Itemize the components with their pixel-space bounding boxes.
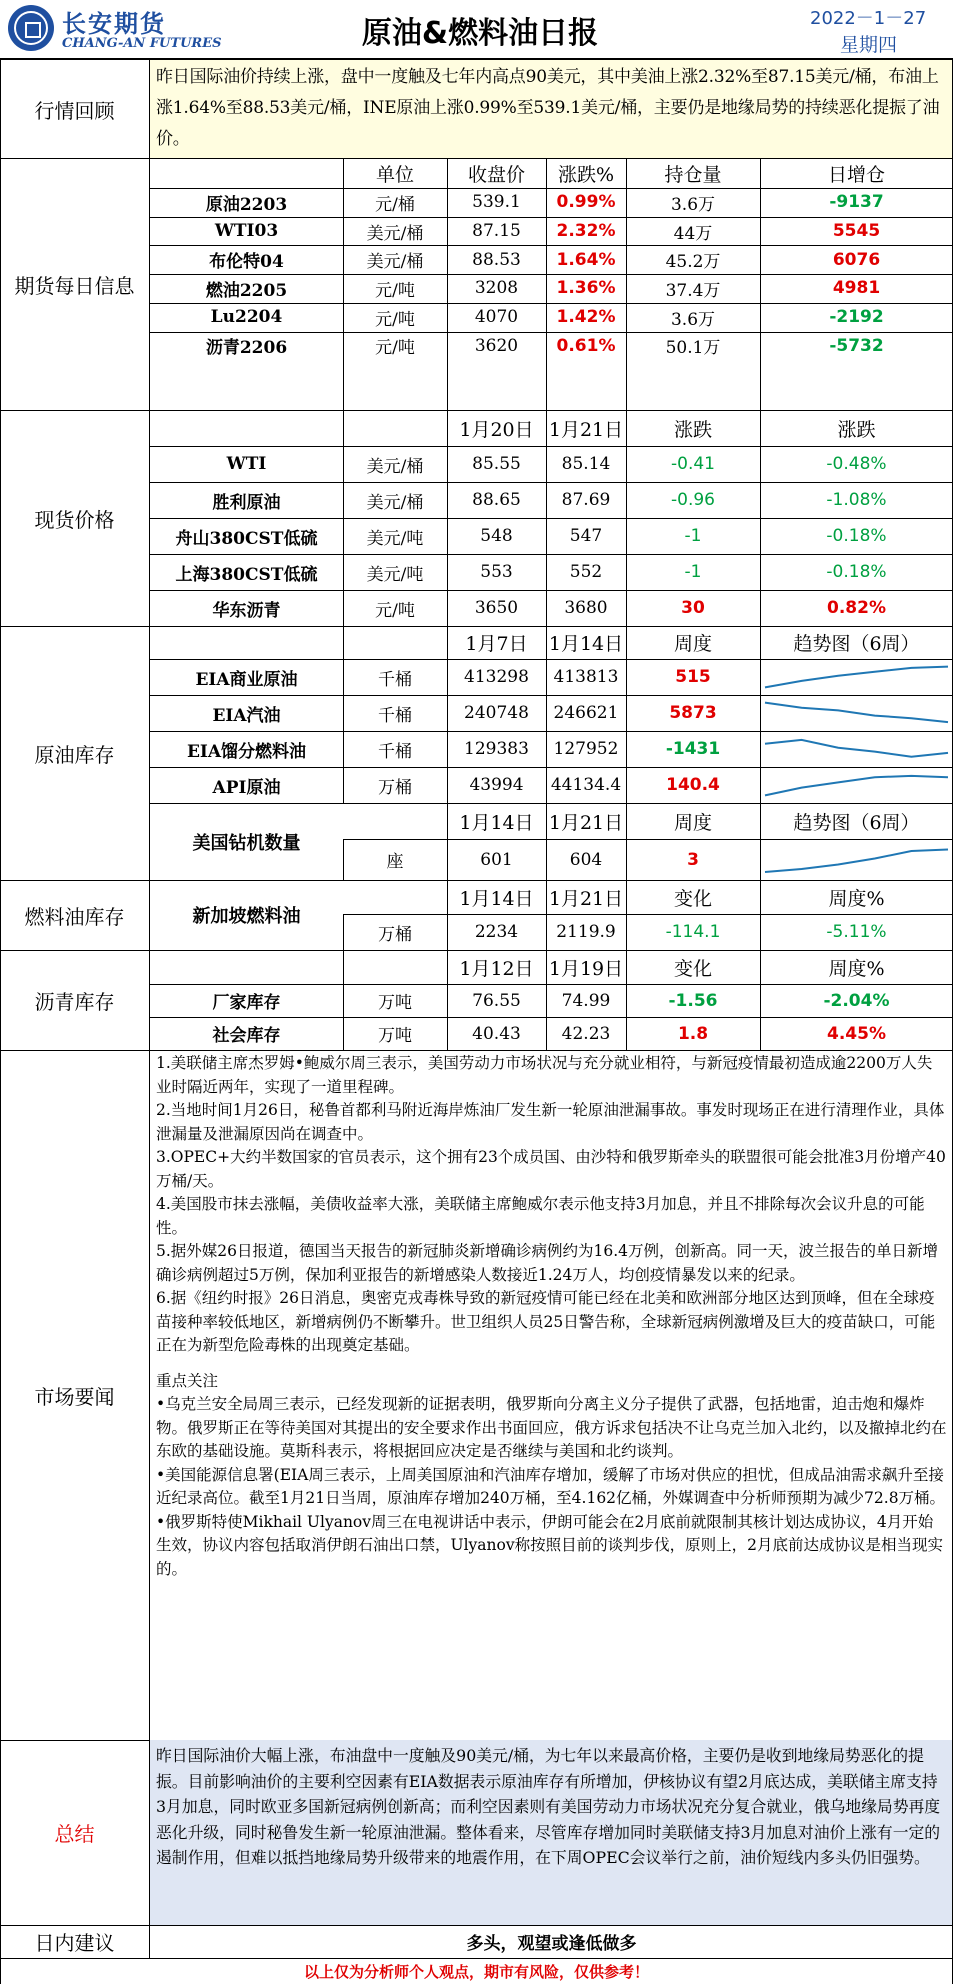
rig-name: 美国钻机数量 <box>192 832 301 854</box>
col-divider <box>343 950 344 1050</box>
trend-line <box>765 740 948 757</box>
spot-d2: 552 <box>569 562 603 582</box>
spot-change: -0.96 <box>671 490 715 510</box>
crude-change: 140.4 <box>666 775 720 795</box>
futures-change: 1.36% <box>556 278 616 299</box>
spot-name: 华东沥青 <box>212 600 281 621</box>
crude-trend-sparkline <box>763 734 950 764</box>
futures-change: 2.32% <box>556 221 616 242</box>
spot-d1: 553 <box>480 562 513 582</box>
futures-oi: 50.1万 <box>665 338 721 359</box>
fuel-header: 周度% <box>828 887 885 910</box>
crude-d2: 44134.4 <box>550 775 622 795</box>
review-text: 昨日国际油价持续上涨，盘中一度触及七年内高点90美元，其中美油上涨2.32%至87.15美元/桶，布油上涨1.64%至88.53美元/桶，INE原油上涨0.99%至539.1美元/桶，主要仍是地缘局势的持续恶化提振了油价。 <box>156 67 940 149</box>
asphalt-d1: 76.55 <box>472 990 521 1011</box>
crude-change: 515 <box>675 667 711 687</box>
futures-header: 收盘价 <box>467 163 525 186</box>
news-item: 4.美国股市抹去涨幅，美债收益率大涨，美联储主席鲍威尔表示他支持3月加息，并且不排除每次会议升息的可能性。 <box>156 1195 925 1237</box>
col-divider <box>760 158 761 410</box>
rig-header: 趋势图（6周） <box>793 811 920 834</box>
spot-name: WTI <box>226 454 267 474</box>
col-divider <box>447 158 448 410</box>
spot-unit: 美元/桶 <box>366 456 424 477</box>
fuel-header: 1月21日 <box>548 887 624 910</box>
spot-change: -0.41 <box>671 454 715 474</box>
news-item: 6.据《纽约时报》26日消息，奥密克戎毒株导致的新冠疫情可能已经在北美和欧洲部分地区达到顶峰，但在全球疫苗接种率较低地区，新增病例仍不断攀升。世卫组织人员25日警告称，全球新冠病例激增及巨大的疫苗缺口，可能正在为新型危险毒株的出现奠定基础。 <box>156 1289 936 1354</box>
rig-unit: 座 <box>386 852 404 872</box>
futures-header: 涨跌% <box>557 163 615 186</box>
spot-pct: -0.18% <box>826 562 887 582</box>
review-label: 行情回顾 <box>0 60 150 158</box>
futures-close: 4070 <box>474 307 519 328</box>
spot-unit: 美元/吨 <box>366 564 424 585</box>
futures-unit: 元/吨 <box>375 338 415 359</box>
col-divider <box>626 158 627 410</box>
futures-change: 1.42% <box>556 307 616 328</box>
futures-doi: -2192 <box>829 307 884 328</box>
futures-name: Lu2204 <box>210 307 283 328</box>
company-logo-icon <box>8 5 54 51</box>
report-weekday: 星期四 <box>840 34 898 56</box>
focus-item: •乌克兰安全局周三表示，已经发现新的证据表明，俄罗斯向分离主义分子提供了武器，包括地雷，迫击炮和爆炸物。俄罗斯正在等待美国对其提出的安全要求作出书面回应，俄方诉求包括决不让乌克兰加入北约，以及撤掉北约在东欧的基础设施。莫斯科表示，将根据回应决定是否继续与美国和北约谈判。 <box>156 1395 947 1460</box>
spot-unit: 元/吨 <box>375 600 415 621</box>
futures-doi: 5545 <box>832 221 881 242</box>
futures-close: 539.1 <box>472 192 521 213</box>
spot-pct: -0.18% <box>826 526 887 546</box>
spot-d2: 547 <box>569 526 603 546</box>
asphalt-inv-label: 沥青库存 <box>0 950 150 1050</box>
crude-d1: 240748 <box>464 703 529 723</box>
news-item: 1.美联储主席杰罗姆•鲍威尔周三表示，美国劳动力市场状况与充分就业相符，与新冠疫情最初造成逾2200万人失业时隔近两年，实现了一道里程碑。 <box>156 1054 933 1096</box>
asphalt-d2: 42.23 <box>561 1023 611 1044</box>
advice-label: 日内建议 <box>0 1925 150 1958</box>
asphalt-header: 1月19日 <box>548 957 624 980</box>
futures-doi: -9137 <box>829 192 884 213</box>
asphalt-d2: 74.99 <box>561 990 611 1011</box>
crude-d2: 246621 <box>553 703 619 723</box>
futures-unit: 美元/桶 <box>366 223 424 244</box>
spot-d1: 88.65 <box>472 490 521 510</box>
crude-unit: 千桶 <box>378 669 412 690</box>
col-divider <box>447 410 448 626</box>
col-divider <box>760 950 761 1050</box>
col-divider <box>343 914 344 950</box>
futures-unit: 元/桶 <box>375 194 415 215</box>
news-body <box>150 1052 953 1581</box>
company-name-en: CHANG-AN FUTURES <box>62 36 222 51</box>
col-divider <box>447 626 448 880</box>
crude-trend-sparkline <box>763 770 950 800</box>
crude-header: 周度 <box>673 633 712 655</box>
col-divider <box>546 410 547 626</box>
futures-doi: -5732 <box>829 335 884 356</box>
crude-name: API原油 <box>212 777 281 798</box>
col-divider <box>626 410 627 626</box>
futures-name: 布伦特04 <box>209 252 284 273</box>
crude-header: 趋势图（6周） <box>793 633 920 655</box>
asphalt-pct: 4.45% <box>827 1023 886 1044</box>
report-header <box>0 0 953 60</box>
col-divider <box>546 158 547 410</box>
spot-change: -1 <box>684 526 702 546</box>
futures-unit: 美元/桶 <box>366 252 424 273</box>
crude-change: 5873 <box>669 703 717 723</box>
rig-header: 周度 <box>673 811 712 834</box>
focus-item: •俄罗斯特使Mikhail Ulyanov周三在电视讲话中表示，伊朗可能会在2月底前就限制其核计划达成协议，4月开始生效，协议内容包括取消伊朗石油出口禁，Ulyanov称按照目前的谈判步伐，原则上，2月底前达成协议是相当现实的。 <box>156 1512 943 1578</box>
asphalt-name: 厂家库存 <box>212 993 281 1013</box>
futures-header: 单位 <box>375 163 414 186</box>
futures-name: 原油2203 <box>205 194 288 215</box>
advice-text: 多头，观望或逢低做多 <box>466 1934 637 1954</box>
fuel-d1: 2234 <box>474 922 519 942</box>
focus-item: •美国能源信息署(EIA周三表示，上周美国原油和汽油库存增加，缓解了市场对供应的担忧，但成品油需求飙升至接近纪录高位。截至1月21日当周，原油库存增加240万桶，至4.162亿桶，外媒调查中分析师预期为减少72.8万桶。 <box>156 1465 946 1507</box>
crude-header: 1月14日 <box>548 633 624 655</box>
col-divider <box>626 880 627 950</box>
asphalt-header: 周度% <box>828 957 885 980</box>
fuel-inv-label: 燃料油库存 <box>0 880 150 950</box>
fuel-header: 1月14日 <box>459 887 534 910</box>
asphalt-d1: 40.43 <box>472 1023 521 1044</box>
col-divider <box>760 626 761 880</box>
spot-d1: 548 <box>480 526 513 546</box>
crude-d1: 129383 <box>464 739 529 759</box>
futures-name: 沥青2206 <box>205 338 288 359</box>
futures-doi: 6076 <box>832 249 881 270</box>
asphalt-change: -1.56 <box>668 990 718 1011</box>
futures-oi: 37.4万 <box>665 280 721 301</box>
spot-unit: 美元/桶 <box>366 492 424 513</box>
spot-header: 1月21日 <box>548 418 624 441</box>
spot-pct: -1.08% <box>826 490 887 510</box>
asphalt-header: 变化 <box>673 957 712 980</box>
summary-text: 昨日国际油价大幅上涨，布油盘中一度触及90美元/桶，为七年以来最高价格，主要仍是收到地缘局势恶化的提振。目前影响油价的主要利空因素有EIA数据表示原油库存有所增加，伊核协议有望2月底达成，美联储主席支持3月加息，同时欧亚多国新冠病例创新高；而利空因素则有美国劳动力市场状况充分复合就业，俄乌地缘局势再度恶化升级，同时秘鲁发生新一轮原油泄漏。整体看来，尽管库存增加同时美联储支持3月加息对油价上涨有一定的遏制作用，但难以抵挡地缘局势升级带来的地震作用，在下周OPEC会议举行之前，油价短线内多头仍旧强势。 <box>156 1746 941 1867</box>
col-divider <box>626 950 627 1050</box>
crude-unit: 万桶 <box>378 777 412 798</box>
futures-close: 3208 <box>474 278 519 299</box>
news-item: 3.OPEC+大约半数国家的官员表示，这个拥有23个成员国、由沙特和俄罗斯牵头的联盟很可能会批准3月份增产40万桶/天。 <box>156 1148 946 1190</box>
spot-header: 涨跌 <box>673 418 712 441</box>
asphalt-pct: -2.04% <box>823 990 890 1011</box>
asphalt-unit: 万吨 <box>378 1026 412 1046</box>
crude-inv-label: 原油库存 <box>0 626 150 880</box>
futures-name: 燃油2205 <box>205 280 288 301</box>
spot-header: 涨跌 <box>837 418 876 441</box>
col-divider <box>546 880 547 950</box>
col-divider <box>546 626 547 880</box>
asphalt-unit: 万吨 <box>378 993 412 1013</box>
futures-header: 持仓量 <box>664 163 722 186</box>
spot-pct: -0.48% <box>826 454 887 474</box>
spot-change: -1 <box>684 562 702 582</box>
futures-oi: 44万 <box>673 223 713 244</box>
col-divider <box>447 950 448 1050</box>
news-item: 2.当地时间1月26日，秘鲁首都利马附近海岸炼油厂发生新一轮原油泄漏事故。事发时现场正在进行清理作业，具体泄漏量及泄漏原因尚在调查中。 <box>156 1101 945 1143</box>
futures-oi: 45.2万 <box>665 252 721 273</box>
crude-name: EIA汽油 <box>212 705 281 726</box>
trend-line <box>765 850 948 873</box>
focus-title: 重点关注 <box>156 1371 219 1390</box>
spot-change: 30 <box>681 598 705 618</box>
spot-d1: 3650 <box>474 598 519 618</box>
spot-d2: 85.14 <box>561 454 611 474</box>
crude-d2: 127952 <box>553 739 619 759</box>
fuel-d2: 2119.9 <box>556 922 616 942</box>
disclaimer: 以上仅为分析师个人观点，期市有风险，仅供参考！ <box>303 1962 649 1981</box>
rig-change: 3 <box>687 849 699 870</box>
trend-line <box>765 703 948 723</box>
crude-d1: 413298 <box>464 667 529 687</box>
fuel-name: 新加坡燃料油 <box>192 906 301 927</box>
crude-trend-sparkline <box>763 698 950 728</box>
crude-d1: 43994 <box>469 775 524 795</box>
company-name: 长安期货 <box>62 10 166 38</box>
crude-name: EIA馏分燃料油 <box>186 741 307 762</box>
crude-unit: 千桶 <box>378 705 412 726</box>
futures-name: WTI03 <box>214 221 279 242</box>
fuel-pct: -5.11% <box>826 922 887 942</box>
futures-change: 0.61% <box>556 335 616 356</box>
report-date: 2022－1－27 <box>810 8 927 29</box>
rig-header: 1月21日 <box>548 811 624 834</box>
fuel-unit: 万桶 <box>378 924 412 945</box>
news-label: 市场要闻 <box>0 1050 150 1740</box>
futures-change: 1.64% <box>556 249 616 270</box>
rig-header: 1月14日 <box>459 811 534 834</box>
futures-oi: 3.6万 <box>670 309 716 330</box>
spot-pct: 0.82% <box>827 598 886 618</box>
trend-line <box>765 776 948 796</box>
futures-change: 0.99% <box>556 192 616 213</box>
trend-line <box>765 667 948 688</box>
col-divider <box>343 410 344 626</box>
futures-close: 88.53 <box>472 249 521 270</box>
spot-d1: 85.55 <box>472 454 521 474</box>
spot-unit: 美元/吨 <box>366 528 424 549</box>
report-title: 原油&燃料油日报 <box>361 16 599 51</box>
col-divider <box>447 880 448 950</box>
fuel-header: 变化 <box>673 887 712 910</box>
rig-trend-sparkline <box>763 843 950 877</box>
crude-name: EIA商业原油 <box>195 669 298 690</box>
futures-close: 3620 <box>474 335 519 356</box>
futures-oi: 3.6万 <box>670 194 716 215</box>
fuel-change: -114.1 <box>665 922 721 942</box>
col-divider <box>546 950 547 1050</box>
spot-d2: 87.69 <box>561 490 611 510</box>
futures-close: 87.15 <box>472 221 521 242</box>
futures-unit: 元/吨 <box>375 309 415 330</box>
spot-name: 上海380CST低硫 <box>175 564 318 585</box>
spot-name: 舟山380CST低硫 <box>175 528 318 549</box>
spot-d2: 3680 <box>564 598 608 618</box>
rig-d2: 604 <box>569 849 603 870</box>
col-divider <box>343 626 344 803</box>
crude-unit: 千桶 <box>378 741 412 762</box>
col-divider <box>343 839 344 880</box>
crude-header: 1月7日 <box>465 633 528 655</box>
asphalt-change: 1.8 <box>677 1023 709 1044</box>
crude-change: -1431 <box>665 739 721 759</box>
crude-trend-sparkline <box>763 662 950 692</box>
spot-label: 现货价格 <box>0 410 150 626</box>
futures-unit: 元/吨 <box>375 280 415 301</box>
futures-label: 期货每日信息 <box>0 158 150 410</box>
asphalt-name: 社会库存 <box>212 1026 281 1046</box>
col-divider <box>760 880 761 950</box>
col-divider <box>626 626 627 880</box>
crude-d2: 413813 <box>553 667 619 687</box>
futures-header: 日增仓 <box>827 163 885 186</box>
asphalt-header: 1月12日 <box>459 957 534 980</box>
col-divider <box>760 410 761 626</box>
rig-d1: 601 <box>480 849 513 870</box>
spot-header: 1月20日 <box>459 418 534 441</box>
futures-doi: 4981 <box>832 278 881 299</box>
col-divider <box>343 158 344 410</box>
summary-label: 总结 <box>0 1740 150 1925</box>
news-item: 5.据外媒26日报道，德国当天报告的新冠肺炎新增确诊病例约为16.4万例，创新高。同一天，波兰报告的单日新增确诊病例超过5万例，保加利亚报告的新增感染人数接近1.24万人，均创疫情暴发以来的纪录。 <box>156 1242 939 1284</box>
spot-name: 胜利原油 <box>212 492 281 513</box>
